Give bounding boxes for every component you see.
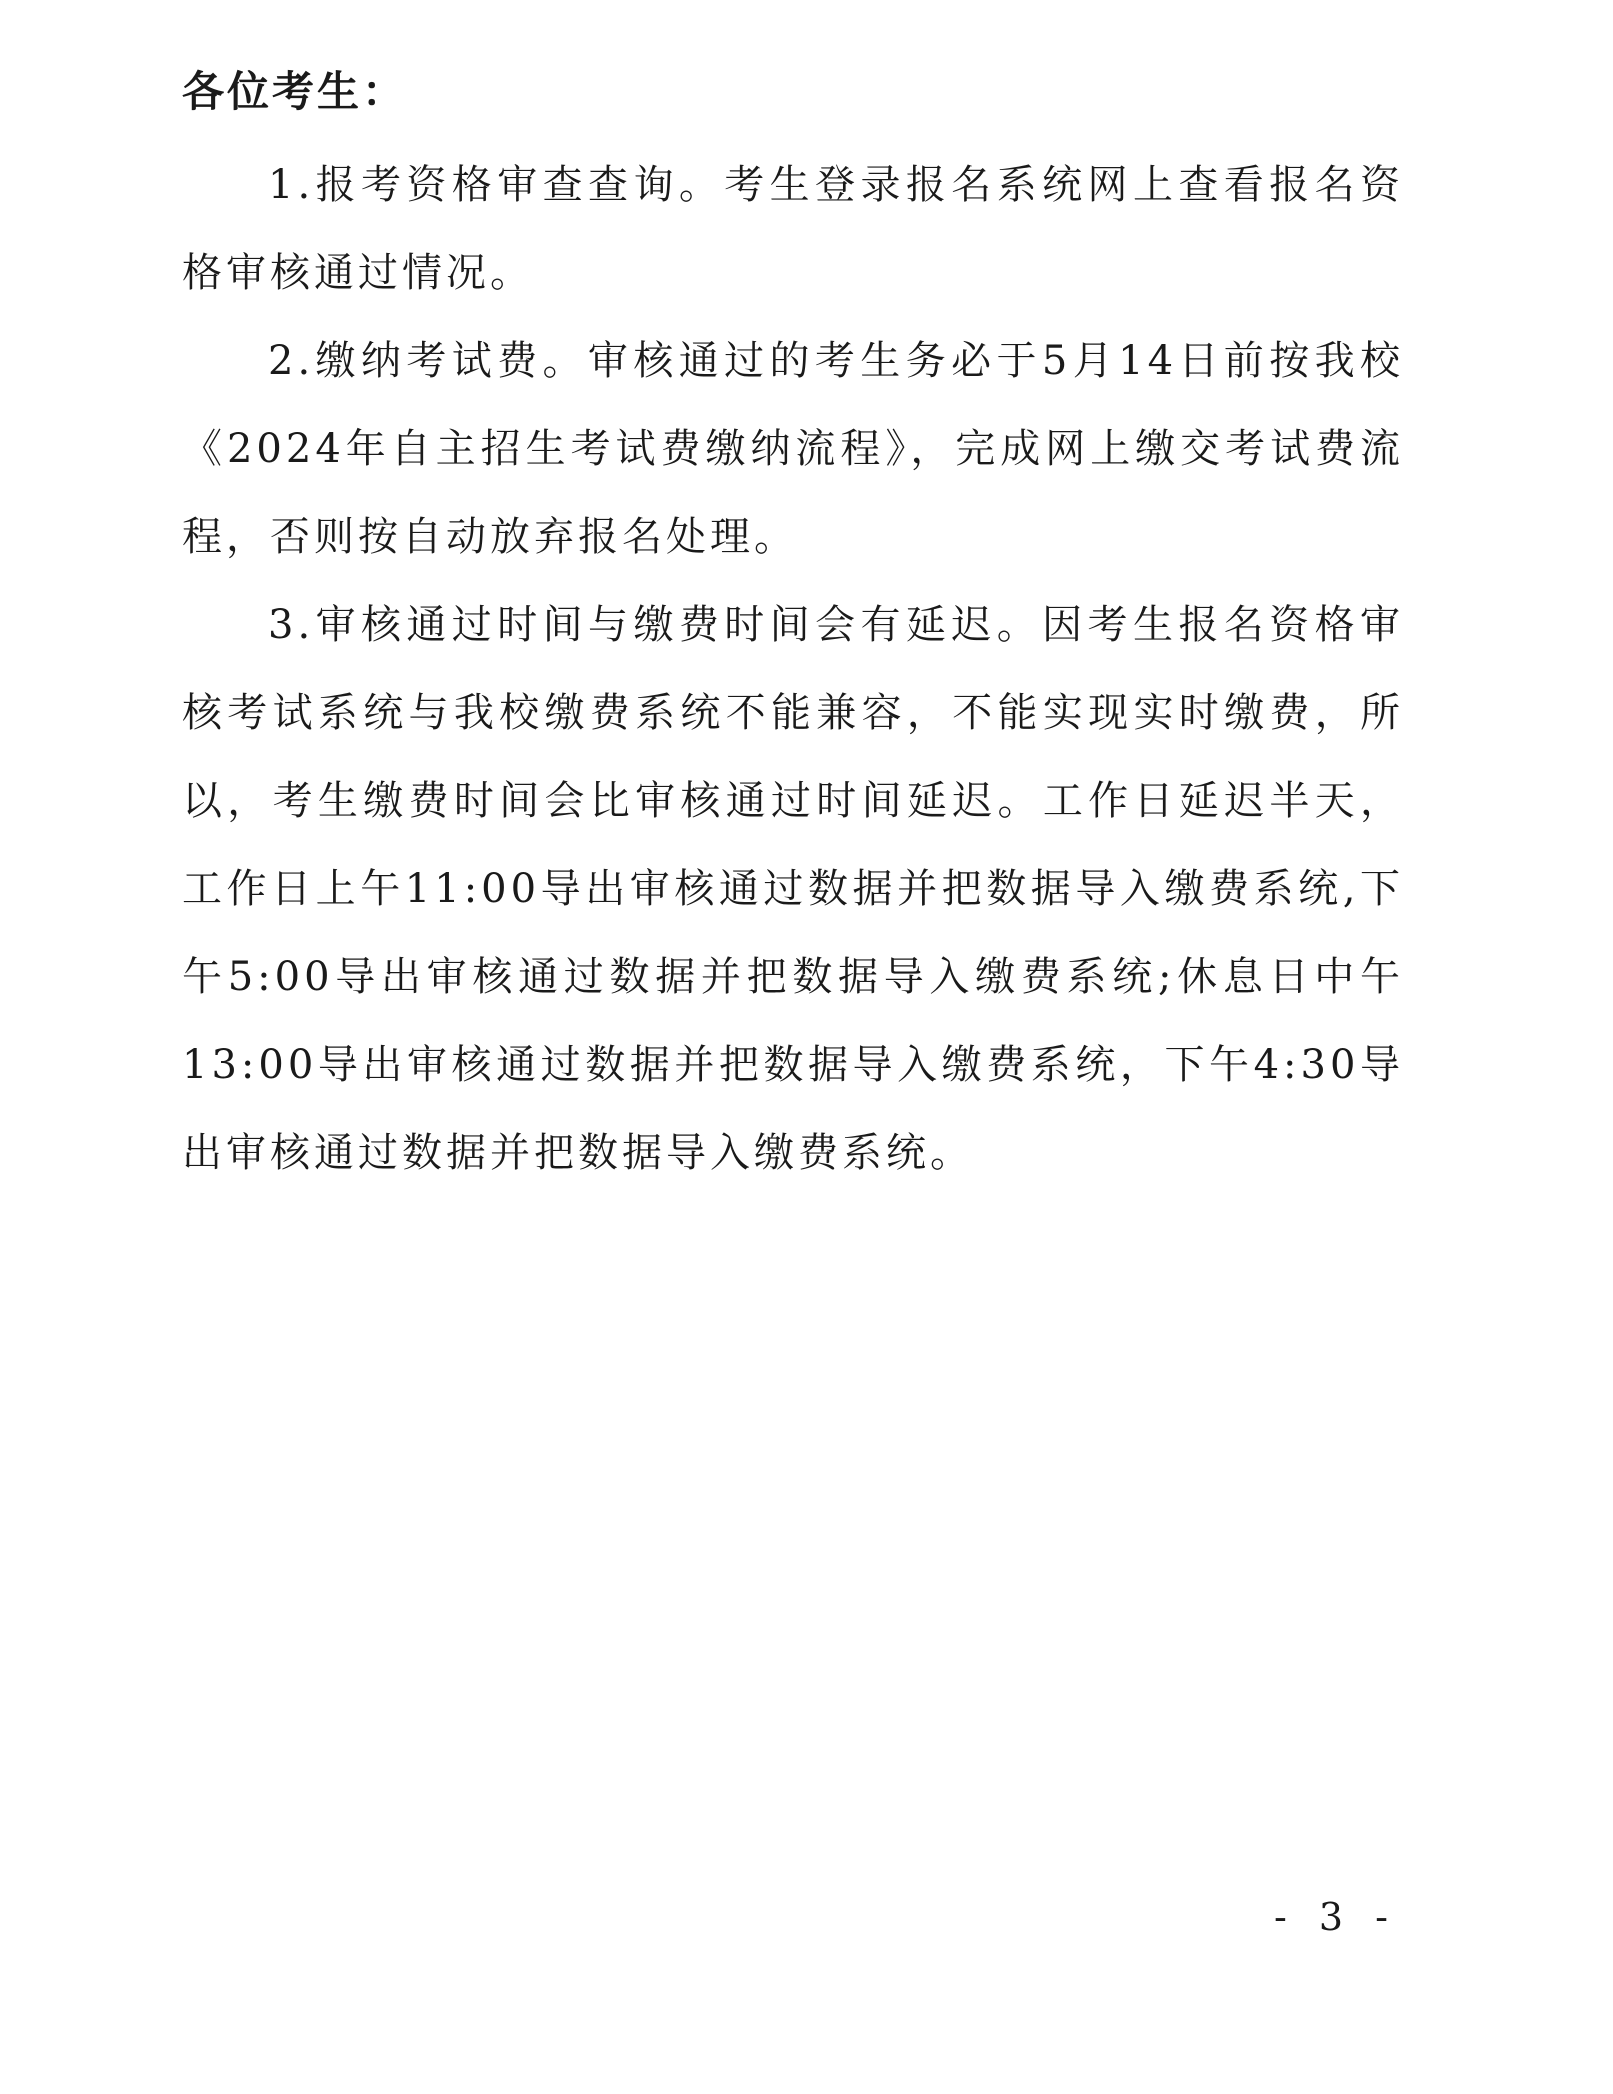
paragraph-payment-delay: 3.审核通过时间与缴费时间会有延迟。因考生报名资格审核考试系统与我校缴费系统不能兼容，不能实现实时缴费，所以，考生缴费时间会比审核通过时间延迟。工作日延迟半天，工作日上午11:00导出审核通过数据并把数据导入缴费系统,下午5:00导出审核通过数据并把数据导入缴费系统;休息日中午13:00导出审核通过数据并把数据导入缴费系统，下午4:30导出审核通过数据并把数据导入缴费系统。	[182, 602, 1404, 1176]
paragraph-eligibility-check: 1.报考资格审查查询。考生登录报名系统网上查看报名资格审核通过情况。	[182, 162, 1404, 296]
greeting-heading: 各位考生：	[182, 67, 408, 116]
paragraph-exam-fee: 2.缴纳考试费。审核通过的考生务必于5月14日前按我校《2024年自主招生考试费缴纳流程》，完成网上缴交考试费流程，否则按自动放弃报名处理。	[182, 338, 1404, 560]
page-number: - 3 -	[1273, 1895, 1398, 1939]
